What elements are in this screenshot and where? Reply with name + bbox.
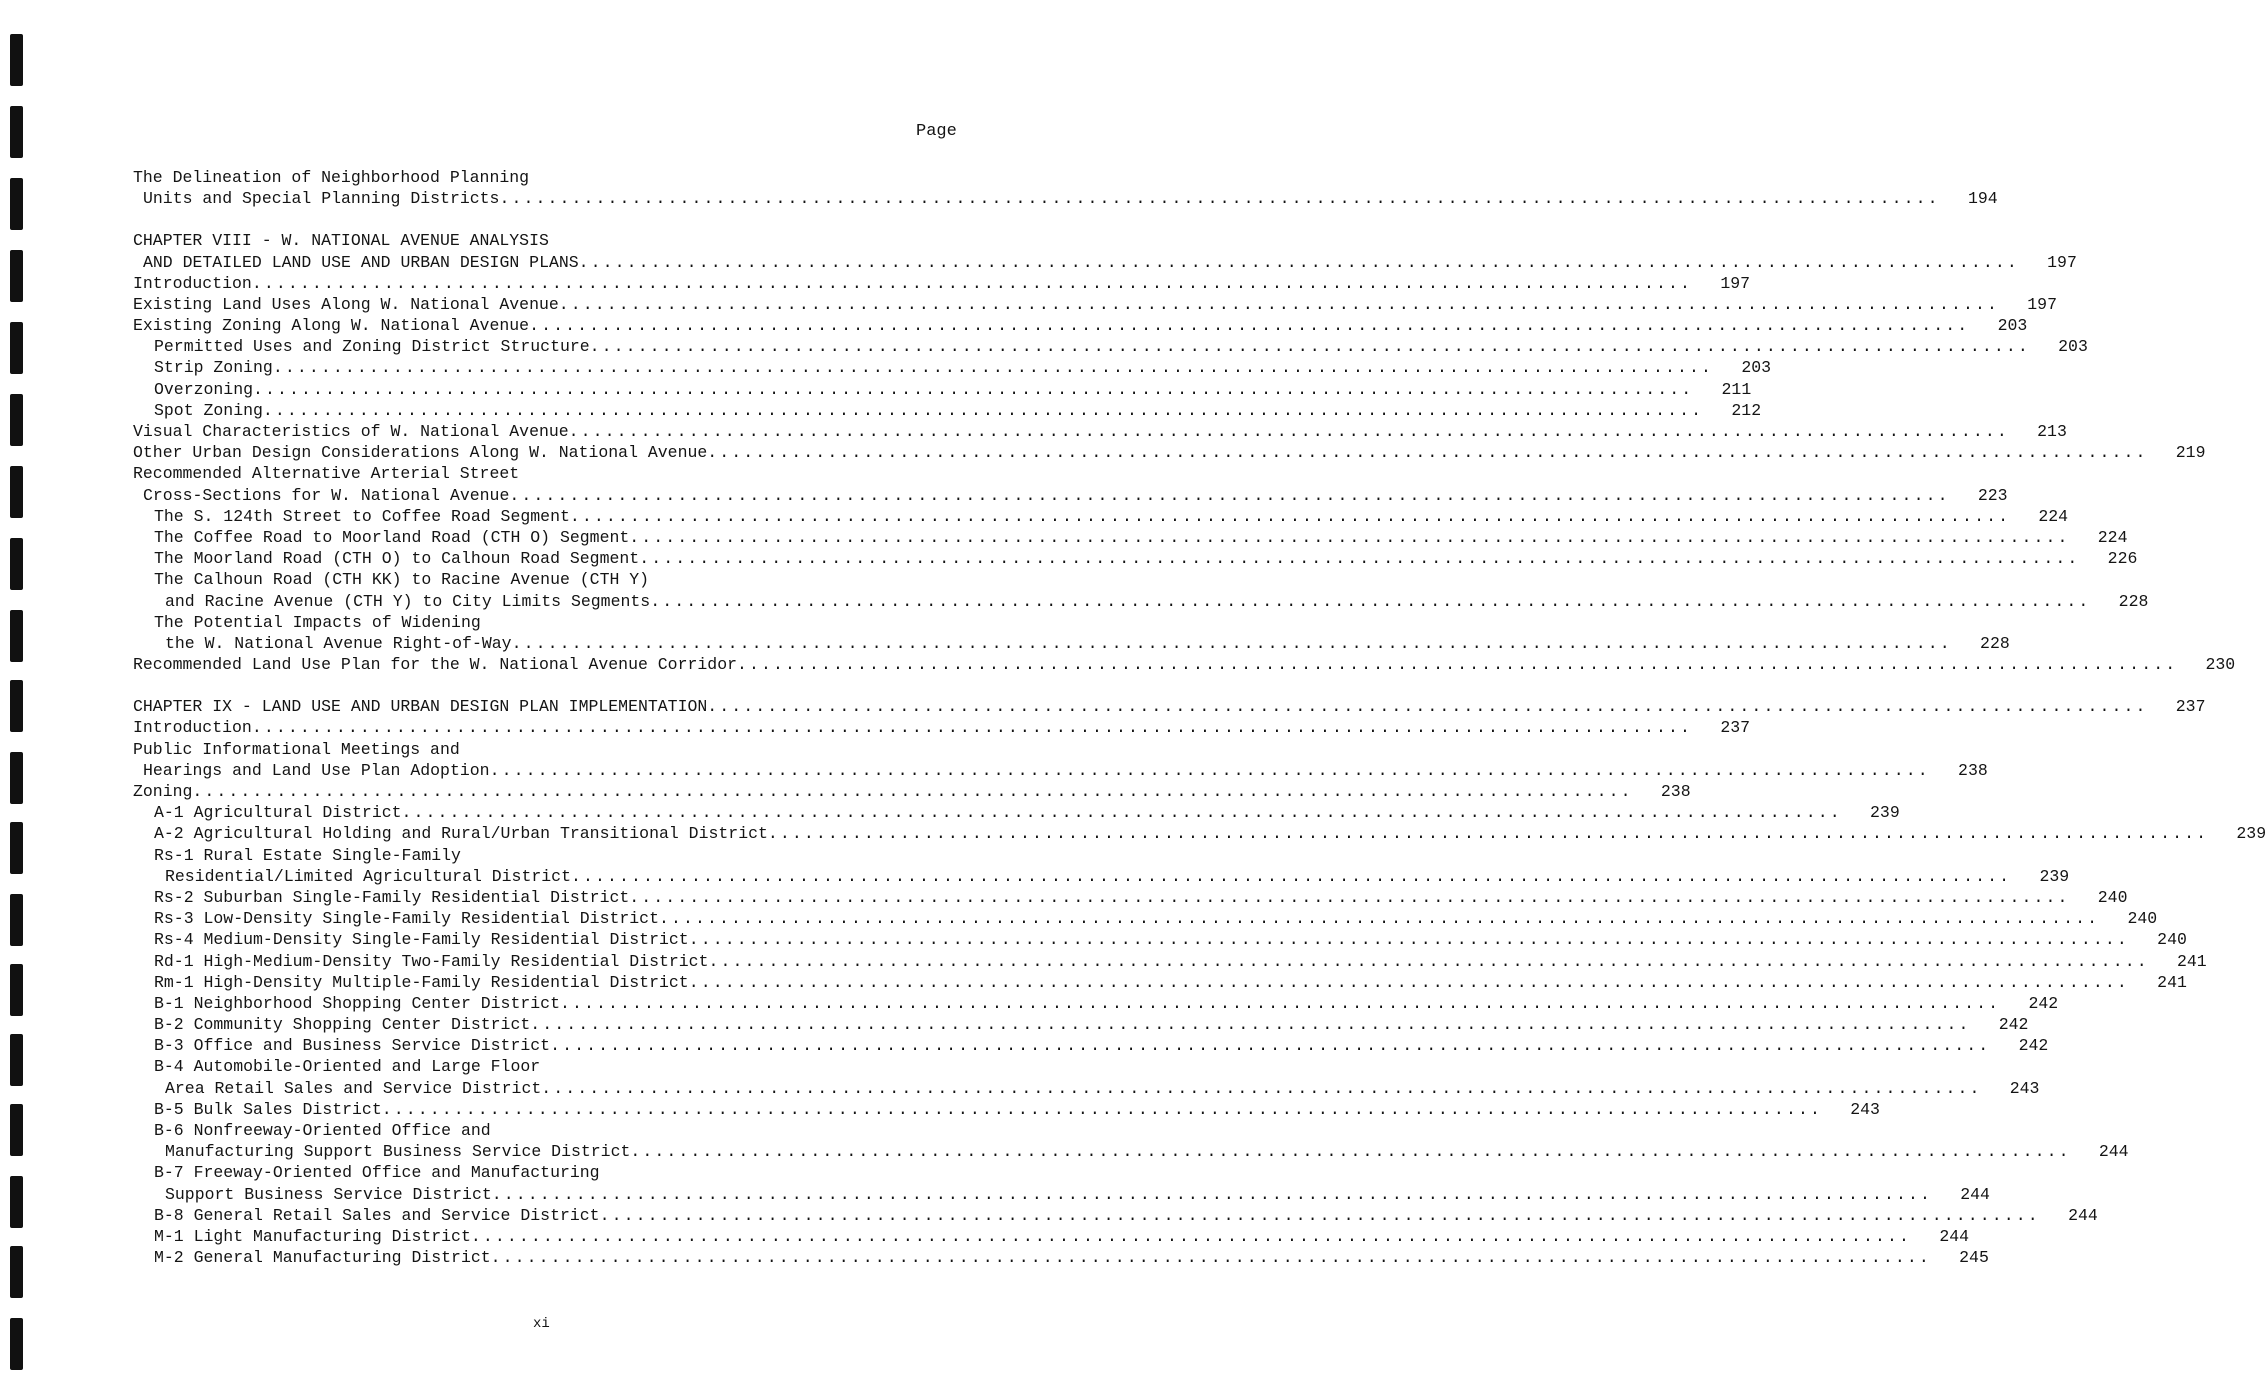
- toc-entry-title: Units and Special Planning Districts: [143, 189, 500, 209]
- toc-entry-title: M-1 Light Manufacturing District: [154, 1226, 471, 1246]
- dot-leader: ........................................................................................................................: [529, 316, 1970, 336]
- toc-entry-title: Existing Land Uses Along W. National Avenue: [133, 294, 559, 314]
- dot-leader: ........................................................................................................................: [262, 400, 1704, 420]
- dot-leader: ........................................................................................................................: [192, 782, 1633, 802]
- dot-leader: ........................................................................................................................: [550, 1036, 1991, 1056]
- toc-entry-title: Support Business Service District: [165, 1184, 492, 1204]
- toc-entry-page-number: 223: [1977, 485, 2008, 505]
- toc-entry-title: Strip Zoning: [154, 358, 273, 378]
- toc-entry: [133, 823, 2266, 844]
- footer-page-number: xi: [533, 1316, 550, 1332]
- dot-leader: ........................................................................................................................: [541, 1078, 1982, 1098]
- dot-leader: ........................................................................................................................: [688, 972, 2129, 992]
- binding-hole: [10, 1246, 23, 1298]
- binding-hole: [10, 894, 23, 946]
- toc-entry: [133, 294, 2057, 315]
- dot-leader: ........................................................................................................................: [737, 655, 2178, 675]
- toc-entry: [133, 972, 2187, 993]
- toc-entry: [133, 1078, 2040, 1099]
- toc-entry-title: Visual Characteristics of W. National Avenue: [133, 422, 569, 442]
- dot-leader: ........................................................................................................................: [558, 294, 1999, 314]
- toc-entry-title: Spot Zoning: [154, 400, 263, 420]
- toc-entry: [133, 591, 2149, 612]
- dot-leader: ........................................................................................................................: [767, 824, 2209, 844]
- toc-entry: [133, 252, 2077, 273]
- toc-entry-title: Rs-2 Suburban Single-Family Residential District: [154, 887, 630, 907]
- toc-entry-title: and Racine Avenue (CTH Y) to City Limits Segments: [165, 591, 651, 611]
- toc-entry-title: B-3 Office and Business Service District: [154, 1036, 551, 1056]
- dot-leader: ........................................................................................................................: [251, 273, 1693, 293]
- toc-entry-page-number: 242: [2018, 1036, 2049, 1056]
- toc-entry: [133, 866, 2070, 887]
- toc-entry-page-number: 197: [1720, 273, 1751, 293]
- toc-entry: [133, 1247, 1989, 1268]
- toc-entry-title: Rs-1 Rural Estate Single-Family: [154, 845, 461, 865]
- toc-entry: [133, 358, 1772, 379]
- toc-entry-title: The S. 124th Street to Coffee Road Segment: [154, 506, 570, 526]
- toc-entry-title: Recommended Alternative Arterial Street: [133, 464, 520, 484]
- toc-entry: [133, 781, 1691, 802]
- toc-entry: [133, 696, 2206, 717]
- toc-entry-page-number: 244: [1960, 1184, 1990, 1204]
- toc-entry: [133, 506, 2069, 527]
- dot-leader: ........................................................................................................................: [401, 803, 1842, 823]
- toc-entry: [133, 485, 2008, 506]
- dot-leader: ........................................................................................................................: [509, 485, 1950, 505]
- toc-entry-page-number: 203: [1997, 316, 2028, 336]
- toc-entry: [133, 760, 1988, 781]
- toc-entry-title: B-5 Bulk Sales District: [154, 1099, 382, 1119]
- toc-entry-title: Area Retail Sales and Service District: [165, 1078, 542, 1098]
- dot-leader: ........................................................................................................................: [511, 633, 1952, 653]
- toc-entry-page-number: 244: [2098, 1142, 2129, 1162]
- toc-entry: [133, 336, 2088, 357]
- toc-entry-title: B-2 Community Shopping Center District: [154, 1015, 531, 1035]
- toc-entry: [133, 1162, 963, 1183]
- toc-entry-title: Rd-1 High-Medium-Density Two-Family Residential District: [154, 951, 709, 971]
- toc-entry: [133, 1184, 1990, 1205]
- dot-leader: ........................................................................................................................: [559, 993, 2001, 1013]
- toc-entry-page-number: 212: [1731, 400, 1762, 420]
- toc-entry-title: Introduction: [133, 718, 252, 738]
- toc-entry-title: Permitted Uses and Zoning District Structure: [154, 337, 590, 357]
- toc-entry-page-number: 241: [2157, 972, 2187, 992]
- toc-entry-page-number: 239: [2039, 866, 2070, 886]
- toc-entry: [133, 1099, 1880, 1120]
- toc-entry-title: AND DETAILED LAND USE AND URBAN DESIGN PLANS: [143, 252, 579, 272]
- dot-leader: ........................................................................................................................: [589, 337, 2030, 357]
- dot-leader: ........................................................................................................................: [708, 951, 2149, 971]
- toc-entry-page-number: 240: [2157, 930, 2187, 950]
- toc-entry: [133, 633, 2010, 654]
- toc-entry: [133, 167, 963, 188]
- toc-entry-page-number: 238: [1660, 782, 1691, 802]
- toc-entry: [133, 1205, 2098, 1226]
- toc-entry-page-number: 194: [1967, 189, 1998, 209]
- toc-entry-title: B-8 General Retail Sales and Service District: [154, 1205, 600, 1225]
- dot-leader: ........................................................................................................................: [639, 549, 2080, 569]
- toc-entry-page-number: 239: [1870, 803, 1900, 823]
- toc-entry: [133, 1120, 963, 1141]
- toc-entry: [133, 612, 963, 633]
- dot-leader: ........................................................................................................................: [569, 506, 2011, 526]
- binding-hole: [10, 1176, 23, 1228]
- toc-entry-title: Cross-Sections for W. National Avenue: [143, 485, 510, 505]
- dot-leader: ........................................................................................................................: [570, 866, 2012, 886]
- toc-entry: [133, 654, 2236, 675]
- toc-entry: [133, 1014, 2029, 1035]
- toc-entry: [133, 739, 963, 760]
- toc-entry-title: B-6 Nonfreeway-Oriented Office and: [154, 1121, 491, 1141]
- toc-entry-page-number: 226: [2107, 549, 2138, 569]
- binding-hole: [10, 610, 23, 662]
- binding-hole: [10, 1318, 23, 1370]
- binding-hole: [10, 680, 23, 732]
- toc-entry-page-number: 242: [2028, 993, 2059, 1013]
- toc-entry-page-number: 203: [1741, 358, 1772, 378]
- page-column-header: Page: [916, 122, 957, 141]
- toc-entry-title: Rs-4 Medium-Density Single-Family Residential District: [154, 930, 689, 950]
- toc-entry-title: B-1 Neighborhood Shopping Center District: [154, 993, 560, 1013]
- toc-entry-title: A-2 Agricultural Holding and Rural/Urban Transitional District: [154, 824, 768, 844]
- toc-entry: [133, 315, 2028, 336]
- toc-entry-page-number: 237: [2175, 697, 2206, 717]
- toc-entry: [133, 845, 963, 866]
- dot-leader: ........................................................................................................................: [530, 1015, 1971, 1035]
- binding-hole: [10, 752, 23, 804]
- dot-leader: ........................................................................................................................: [499, 189, 1940, 209]
- toc-entry-title: CHAPTER VIII - W. NATIONAL AVENUE ANALYSIS: [133, 231, 549, 251]
- toc-entry-title: A-1 Agricultural District: [154, 803, 402, 823]
- binding-hole: [10, 106, 23, 158]
- toc-entry-title: Zoning: [133, 782, 193, 802]
- toc-entry-page-number: 213: [2037, 422, 2067, 442]
- toc-entry: [133, 929, 2187, 950]
- toc-entry-page-number: 239: [2236, 824, 2266, 844]
- dot-leader: ........................................................................................................................: [578, 252, 2019, 272]
- dot-leader: ........................................................................................................................: [658, 909, 2100, 929]
- toc-entry: [133, 400, 1762, 421]
- toc-entry-title: Overzoning: [154, 379, 254, 399]
- toc-entry-page-number: 197: [2047, 252, 2077, 272]
- toc-entry-title: The Moorland Road (CTH O) to Calhoun Road Segment: [154, 549, 640, 569]
- dot-leader: ........................................................................................................................: [599, 1205, 2040, 1225]
- table-of-contents: [133, 167, 2266, 1268]
- toc-entry-page-number: 237: [1720, 718, 1751, 738]
- toc-entry-page-number: 240: [2127, 909, 2158, 929]
- dot-leader: ........................................................................................................................: [381, 1099, 1822, 1119]
- toc-entry-page-number: 224: [2038, 506, 2069, 526]
- dot-leader: ........................................................................................................................: [630, 1142, 2071, 1162]
- toc-entry-title: the W. National Avenue Right-of-Way: [165, 633, 512, 653]
- toc-entry-page-number: 238: [1958, 760, 1988, 780]
- toc-entry-title: Public Informational Meetings and: [133, 739, 460, 759]
- toc-entry: [133, 1226, 1970, 1247]
- toc-entry-page-number: 197: [2027, 294, 2057, 314]
- dot-leader: ........................................................................................................................: [629, 527, 2070, 547]
- dot-leader: ........................................................................................................................: [253, 379, 1694, 399]
- binding-hole: [10, 322, 23, 374]
- toc-entry-page-number: 228: [1980, 633, 2010, 653]
- toc-entry: [133, 188, 1998, 209]
- toc-entry-title: Manufacturing Support Business Service District: [165, 1142, 631, 1162]
- binding-hole: [10, 466, 23, 518]
- toc-entry-page-number: 241: [2176, 951, 2207, 971]
- toc-entry-title: Hearings and Land Use Plan Adoption: [143, 760, 490, 780]
- toc-entry: [133, 421, 2067, 442]
- dot-leader: ........................................................................................................................: [470, 1226, 1912, 1246]
- toc-entry: [133, 908, 2158, 929]
- toc-entry-page-number: 219: [2175, 443, 2206, 463]
- dot-leader: ........................................................................................................................: [490, 1248, 1931, 1268]
- binding-hole: [10, 1104, 23, 1156]
- dot-leader: ........................................................................................................................: [491, 1184, 1932, 1204]
- toc-entry: [133, 993, 2059, 1014]
- toc-entry: [133, 1141, 2129, 1162]
- binding-hole: [10, 822, 23, 874]
- dot-leader: ........................................................................................................................: [650, 591, 2091, 611]
- toc-entry-title: Rm-1 High-Density Multiple-Family Residential District: [154, 972, 689, 992]
- binding-hole: [10, 178, 23, 230]
- toc-entry-title: B-4 Automobile-Oriented and Large Floor: [154, 1057, 541, 1077]
- toc-entry: [133, 887, 2128, 908]
- toc-entry-page-number: 203: [2058, 337, 2088, 357]
- toc-entry-title: Introduction: [133, 273, 252, 293]
- toc-entry-page-number: 224: [2097, 527, 2128, 547]
- toc-entry-title: Recommended Land Use Plan for the W. National Avenue Corridor: [133, 655, 737, 675]
- toc-entry-title: The Coffee Road to Moorland Road (CTH O) Segment: [154, 527, 630, 547]
- binding-hole: [10, 394, 23, 446]
- toc-entry-title: M-2 General Manufacturing District: [154, 1248, 491, 1268]
- toc-entry-title: The Calhoun Road (CTH KK) to Racine Avenue (CTH Y): [154, 570, 650, 590]
- binding-hole: [10, 34, 23, 86]
- toc-entry-page-number: 243: [2009, 1078, 2040, 1098]
- dot-leader: ........................................................................................................................: [568, 422, 2009, 442]
- dot-leader: ........................................................................................................................: [629, 887, 2070, 907]
- binding-hole: [10, 250, 23, 302]
- dot-leader: ........................................................................................................................: [251, 718, 1693, 738]
- toc-entry-page-number: 228: [2118, 591, 2149, 611]
- binding-hole: [10, 1034, 23, 1086]
- dot-leader: ........................................................................................................................: [272, 358, 1714, 378]
- toc-entry-title: Residential/Limited Agricultural District: [165, 866, 571, 886]
- toc-entry: [133, 273, 1751, 294]
- toc-entry: [133, 379, 1752, 400]
- binding-hole: [10, 538, 23, 590]
- toc-entry: [133, 548, 2138, 569]
- toc-entry-title: B-7 Freeway-Oriented Office and Manufacturing: [154, 1163, 600, 1183]
- toc-entry-title: Other Urban Design Considerations Along W. National Avenue: [133, 443, 708, 463]
- toc-entry: [133, 802, 1900, 823]
- toc-entry: [133, 569, 963, 590]
- toc-entry-title: Existing Zoning Along W. National Avenue: [133, 316, 530, 336]
- toc-entry: [133, 718, 1751, 739]
- toc-entry: [133, 1057, 963, 1078]
- toc-entry-title: The Delineation of Neighborhood Planning: [133, 167, 530, 187]
- toc-entry: [133, 527, 2128, 548]
- toc-entry-title: Rs-3 Low-Density Single-Family Residential District: [154, 909, 659, 929]
- toc-entry-page-number: 243: [1850, 1099, 1880, 1119]
- toc-entry-page-number: 211: [1721, 379, 1752, 399]
- binding-holes: [10, 0, 32, 1380]
- dot-leader: ........................................................................................................................: [489, 760, 1930, 780]
- toc-entry-page-number: 242: [1998, 1015, 2029, 1035]
- dot-leader: ........................................................................................................................: [688, 930, 2129, 950]
- dot-leader: ........................................................................................................................: [707, 443, 2148, 463]
- toc-entry-page-number: 230: [2205, 655, 2236, 675]
- toc-entry: [133, 230, 963, 251]
- toc-entry-title: CHAPTER IX - LAND USE AND URBAN DESIGN PLAN IMPLEMENTATION: [133, 697, 708, 717]
- binding-hole: [10, 964, 23, 1016]
- toc-entry: [133, 1035, 2049, 1056]
- dot-leader: ........................................................................................................................: [707, 697, 2148, 717]
- toc-entry-title: The Potential Impacts of Widening: [154, 612, 481, 632]
- toc-entry: [133, 442, 2206, 463]
- toc-entry: [133, 463, 963, 484]
- toc-entry-page-number: 244: [1939, 1226, 1970, 1246]
- toc-entry-page-number: 244: [2068, 1205, 2098, 1225]
- toc-entry-page-number: 240: [2097, 887, 2128, 907]
- toc-entry-page-number: 245: [1959, 1248, 1989, 1268]
- toc-entry: [133, 951, 2207, 972]
